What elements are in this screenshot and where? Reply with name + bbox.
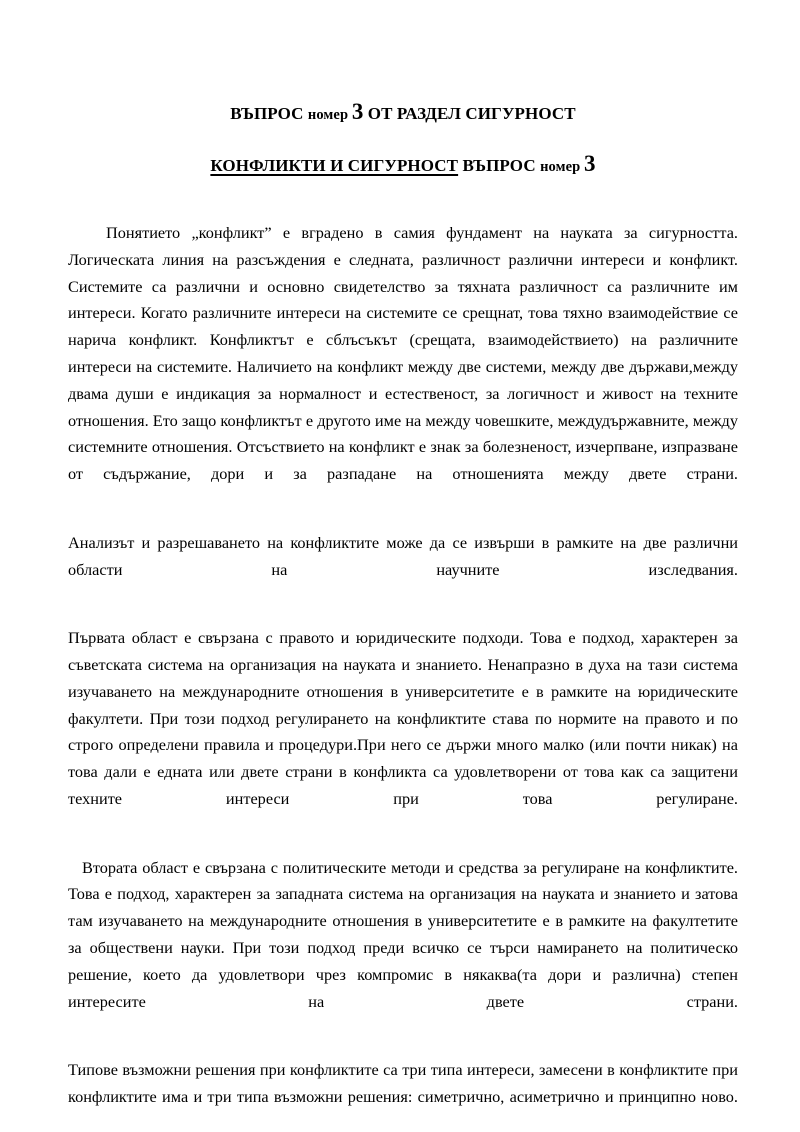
body-paragraph-4: Втората област е свързана с политическите методи и средства за регулиране на конфликтите. Това е подход, характерен за западната система на организация на науката и знанието и затова там изучаването на международните отношения в университетите е в рамките на факултетите за обществени науки. При този подход преди всичко се търси намирането на политическо решение, което да удовлетвори чрез компромис в някаква(та дори и различна) степен интересите на двете страни.: [68, 857, 738, 1011]
document-content: [68, 0, 738, 1132]
heading1-part1: ВЪПРОС: [230, 104, 308, 123]
heading1-number: 3: [351, 99, 364, 124]
heading2-number: 3: [584, 151, 596, 176]
body-paragraph-1: Понятието „конфликт” е вградено в самия фундамент на науката за сигурността. Логическата линия на разсъждения е следната, различност различни интереси и конфликт. Системите са различни и основно свидетелство за тяхната различност са различните им интереси. Когато различните интереси на системите се срещнат, това тяхно взаимодействие се нарича конфликт. Конфликтът е сблъсъкът (срещата, взаимодействието) на различните интереси на системите. Наличието на конфликт между две системи, между две държави,между двама души е индикация за нормалност и естественост, за логичност и живост на техните отношения. Ето защо конфликтът е другото име на между човешките, междудържавните, между системните отношения. Отсъствието на конфликт е знак за болезненост, изчерпване, изпразване от съдържание, дори и за разпадане на отношенията между двете страни.: [68, 223, 738, 484]
heading2-underlined-part: КОНФЛИКТИ И СИГУРНОСТ: [210, 156, 459, 175]
page-title-secondary: [68, 152, 738, 175]
body-block: [68, 220, 738, 1132]
heading2-part2: номер: [540, 159, 585, 175]
body-paragraph-5: Типове възможни решения при конфликтите са три типа интереси, замесени в конфликтите при конфликтите има и три типа възможни решения: симетрично, асиметрично и принципно ново.: [68, 1060, 738, 1106]
page-title-primary: [68, 100, 738, 123]
heading1-part2: номер: [307, 107, 352, 123]
heading2-part1: ВЪПРОС: [458, 156, 541, 175]
heading-block: [68, 0, 738, 175]
body-paragraph-2: Анализът и разрешаването на конфликтите може да се извърши в рамките на две различни области на научните изследвания.: [68, 532, 738, 579]
body-paragraph-3: Първата област е свързана с правото и юридическите подходи. Това е подход, характерен за съветската система на организация на науката и знанието. Ненапразно в духа на тази система изучаването на международните отношения в университетите е в рамките на юридическите факултети. При този подход регулирането на конфликтите става по нормите на правото и по строго определени правила и процедури.При него се държи много малко (или почти никак) на това дали е едната или двете страни в конфликта са удовлетворени от това как са защитени техните интереси при това регулиране.: [68, 628, 738, 808]
heading1-part3: ОТ РАЗДЕЛ СИГУРНОСТ: [363, 104, 576, 123]
